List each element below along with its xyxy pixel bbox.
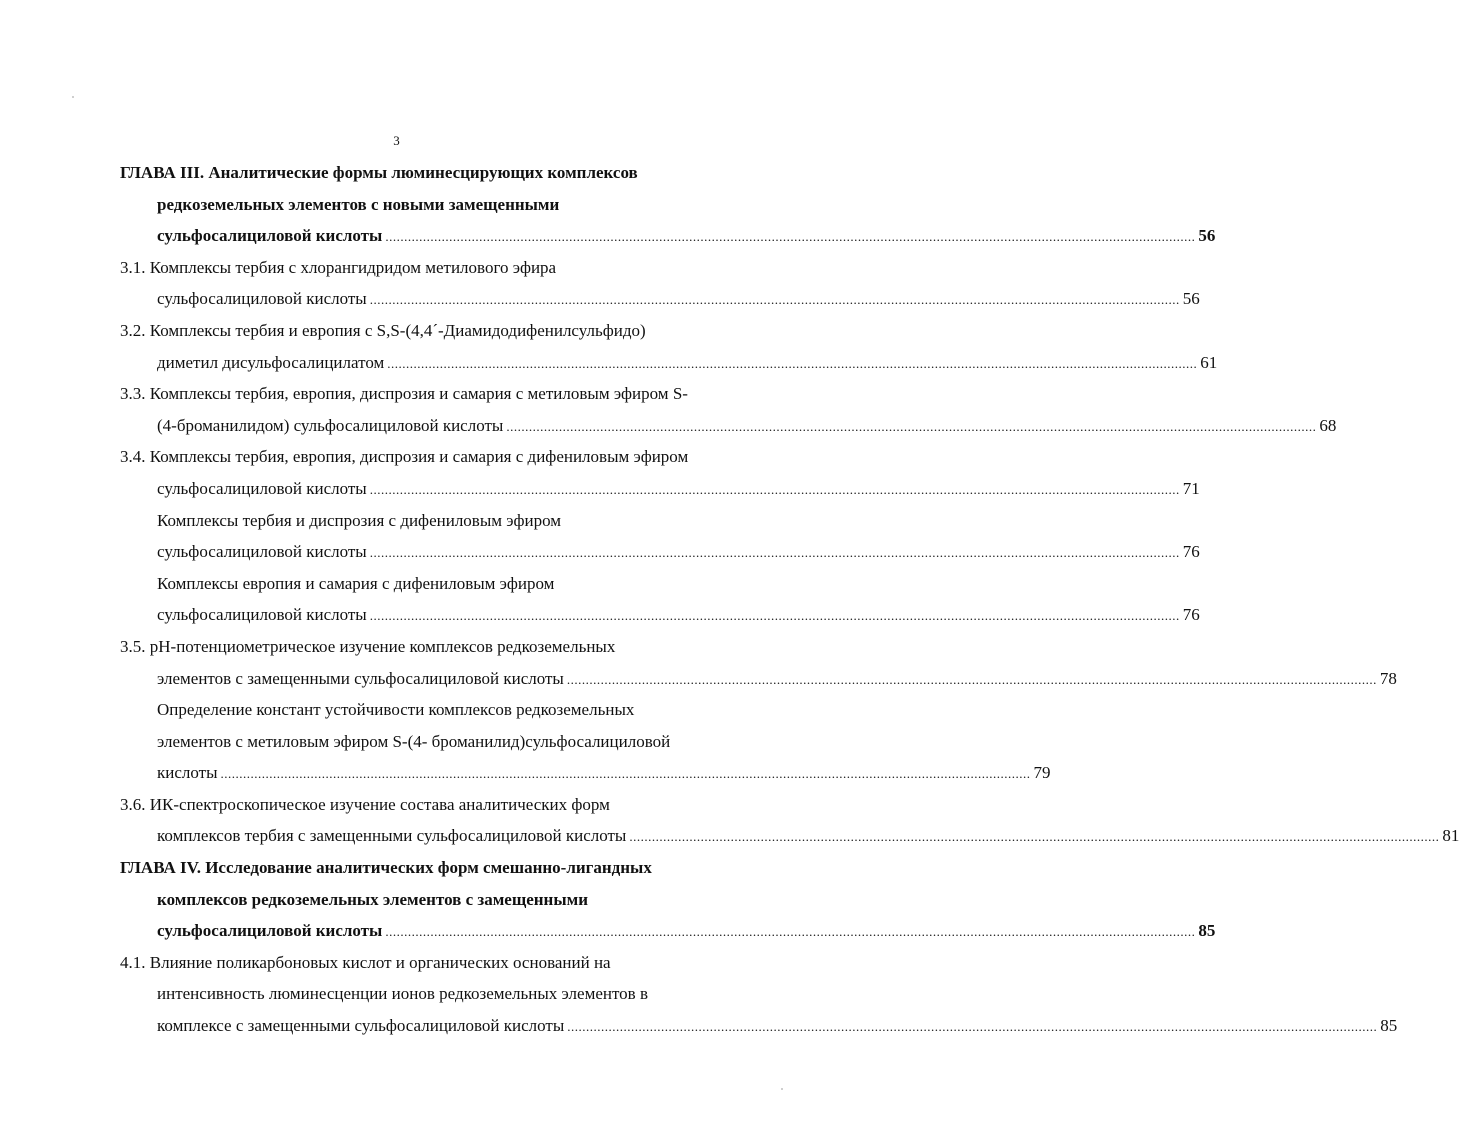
toc-line	[120, 283, 1200, 315]
toc-entry-text: комплексов тербия с замещенными сульфосалициловой кислоты	[157, 826, 627, 846]
toc-entry-text: 3.1. Комплексы тербия с хлорангидридом метилового эфира	[120, 257, 557, 277]
toc-entry-text: 3.4. Комплексы тербия, европия, диспрозия и самария с дифениловым эфиром	[120, 447, 689, 467]
scan-speck	[72, 96, 74, 98]
toc-entry-text: 3.6. ИК-спектроскопическое изучение состава аналитических форм	[120, 794, 610, 814]
toc-line	[120, 441, 740, 473]
toc-line	[120, 410, 1337, 442]
toc-entry-text: Комплексы тербия и диспрозия с дифениловым эфиром	[157, 510, 561, 530]
dot-leader	[221, 758, 1031, 790]
dot-leader	[370, 284, 1180, 316]
dot-leader	[567, 1011, 1377, 1043]
toc-line	[120, 378, 740, 410]
toc-entry-text: диметил дисульфосалицилатом	[157, 352, 385, 372]
toc-entry-text: ГЛАВА IV. Исследование аналитических форм смешанно-лигандных	[120, 858, 652, 878]
toc-page-number: 85	[1198, 921, 1216, 941]
toc-entry-text: комплексов редкоземельных элементов с замещенными	[157, 889, 588, 909]
toc-page-number: 56	[1182, 289, 1200, 309]
table-of-contents	[120, 157, 1459, 1042]
toc-entry-text: 3.5. рН-потенциометрическое изучение комплексов редкоземельных	[120, 636, 616, 656]
toc-line	[120, 820, 1459, 852]
toc-entry-text: кислоты	[157, 763, 218, 783]
toc-line	[120, 947, 740, 979]
page-number: 3	[393, 133, 400, 148]
dot-leader	[387, 348, 1197, 380]
toc-entry-text: сульфосалициловой кислоты	[157, 478, 367, 498]
toc-entry-text: сульфосалициловой кислоты	[157, 289, 367, 309]
toc-line	[120, 599, 1200, 631]
toc-page-number: 61	[1200, 352, 1218, 372]
dot-leader	[506, 411, 1316, 443]
toc-entry-text: 3.3. Комплексы тербия, европия, диспрозия и самария с метиловым эфиром S-	[120, 384, 688, 404]
toc-page-number: 76	[1182, 542, 1200, 562]
toc-line	[120, 347, 1218, 379]
toc-entry-text: сульфосалициловой кислоты	[157, 542, 367, 562]
toc-entry-text: элементов с замещенными сульфосалициловой кислоты	[157, 668, 564, 688]
toc-line	[120, 189, 740, 221]
toc-entry-text: 3.2. Комплексы тербия и европия с S,S-(4,4´-Диамидодифенилсульфидо)	[120, 320, 646, 340]
toc-entry-text: ГЛАВА III. Аналитические формы люминесцирующих комплексов	[120, 163, 638, 182]
toc-line	[120, 568, 740, 600]
toc-entry-text: сульфосалициловой кислоты	[157, 605, 367, 625]
dot-leader	[370, 474, 1180, 506]
toc-line	[120, 726, 740, 758]
toc-entry-text: комплексе с замещенными сульфосалициловой кислоты	[157, 1016, 565, 1036]
toc-page-number: 76	[1182, 605, 1200, 625]
toc-entry-text: 4.1. Влияние поликарбоновых кислот и органических оснований на	[120, 952, 611, 972]
toc-line	[120, 757, 1051, 789]
toc-line	[120, 220, 1216, 252]
dot-leader	[370, 600, 1180, 632]
toc-line	[120, 315, 740, 347]
toc-page-number: 79	[1033, 763, 1051, 783]
toc-page-number: 56	[1198, 226, 1216, 246]
toc-line	[120, 252, 740, 284]
scan-speck	[781, 1088, 783, 1090]
toc-entry-text: элементов с метиловым эфиром S-(4- броманилид)сульфосалициловой	[157, 731, 671, 751]
toc-page-number: 81	[1442, 826, 1459, 846]
toc-entry-text: редкоземельных элементов с новыми замещенными	[157, 194, 560, 214]
toc-line	[120, 663, 1397, 695]
toc-entry-text: интенсивность люминесценции ионов редкоземельных элементов в	[157, 984, 648, 1004]
toc-line	[120, 789, 740, 821]
toc-line	[120, 884, 740, 916]
toc-line	[120, 852, 740, 884]
toc-page-number: 68	[1319, 415, 1337, 435]
toc-entry-text: (4-броманилидом) сульфосалициловой кислоты	[157, 415, 504, 435]
toc-line	[120, 1010, 1398, 1042]
dot-leader	[385, 916, 1195, 948]
dot-leader	[629, 821, 1439, 853]
toc-line	[120, 978, 740, 1010]
toc-line	[120, 536, 1200, 568]
toc-entry-text: Определение констант устойчивости комплексов редкоземельных	[157, 700, 635, 720]
dot-leader	[385, 221, 1195, 253]
toc-entry-text: сульфосалициловой кислоты	[157, 921, 383, 941]
toc-line	[120, 473, 1200, 505]
dot-leader	[567, 664, 1377, 696]
toc-entry-text: сульфосалициловой кислоты	[157, 226, 383, 246]
toc-line	[120, 915, 1216, 947]
toc-line	[120, 694, 740, 726]
toc-entry-text: Комплексы европия и самария с дифениловым эфиром	[157, 573, 555, 593]
toc-page-number: 85	[1380, 1016, 1398, 1036]
toc-line	[120, 157, 740, 189]
toc-line	[120, 505, 740, 537]
toc-page-number: 78	[1379, 668, 1397, 688]
dot-leader	[370, 537, 1180, 569]
toc-page-number: 71	[1182, 478, 1200, 498]
toc-line	[120, 631, 740, 663]
